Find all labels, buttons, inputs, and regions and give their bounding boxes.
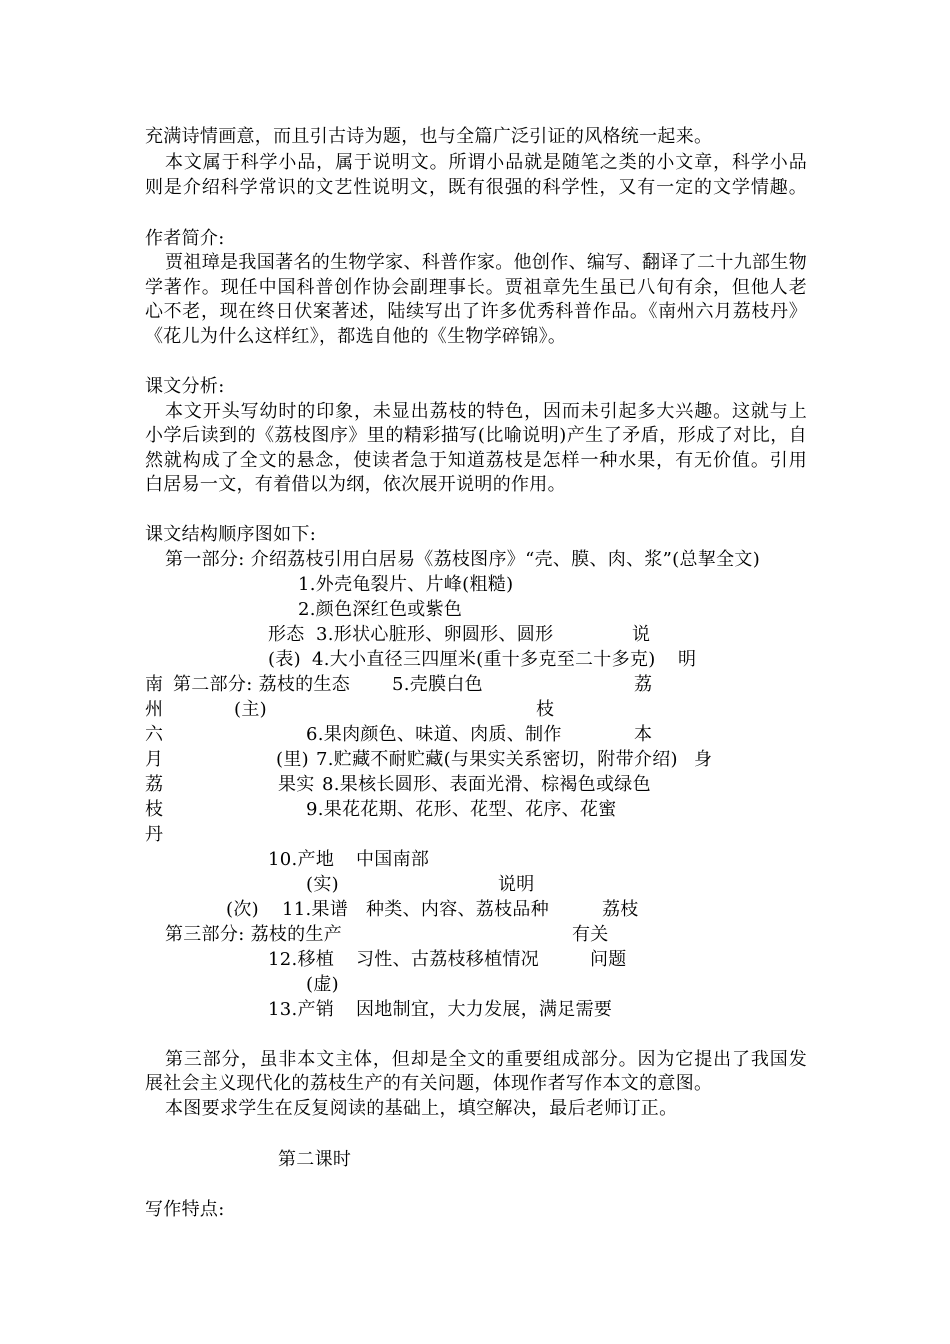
structure-item-12-desc: 习性、古荔枝移植情况 xyxy=(356,949,539,970)
analysis-line-1: 本文开头写幼时的印象，未显出荔枝的特色，因而未引起多大兴趣。这就与上 xyxy=(165,401,807,422)
analysis-line-4: 白居易一文，有着借以为纲，依次展开说明的作用。 xyxy=(145,474,566,495)
structure-item-2: 2.颜色深红色或紫色 xyxy=(298,599,463,620)
structure-item-1: 1.外壳龟裂片、片峰(粗糙) xyxy=(298,574,514,595)
title-char-6: 枝 xyxy=(145,799,164,820)
right-col-char-6: 身 xyxy=(694,749,713,770)
label-zhu: (主) xyxy=(234,699,267,720)
label-shi: (实) xyxy=(306,874,339,895)
structure-part-3: 第三部分: 荔枝的生产 xyxy=(165,924,343,945)
author-line-1: 贾祖璋是我国著名的生物学家、科普作家。他创作、编写、翻译了二十九部生物 xyxy=(165,252,807,273)
label-xingtai: 形态 xyxy=(268,624,305,645)
author-line-4: 《花儿为什么这样红》，都选自他的《生物学碎锦》。 xyxy=(145,326,567,347)
structure-item-12: 12.移植 xyxy=(268,949,335,970)
label-guoshi: 果实 xyxy=(278,774,315,795)
structure-part-2: 第二部分: 荔枝的生态 xyxy=(173,674,351,695)
structure-item-11-desc: 种类、内容、荔枝品种 xyxy=(366,899,549,920)
right-col-2-line-1: 说明 xyxy=(498,874,535,895)
right-col-char-3: 荔 xyxy=(634,674,653,695)
right-col-2-line-3: 有关 xyxy=(572,924,609,945)
analysis-line-2: 小学后读到的《荔枝图序》里的精彩描写(比喻说明)产生了矛盾，形成了对比，自 xyxy=(145,425,807,446)
right-col-2-line-4: 问题 xyxy=(590,949,627,970)
right-col-char-2: 明 xyxy=(678,649,697,670)
right-col-2-line-2: 荔枝 xyxy=(602,899,639,920)
title-char-3: 六 xyxy=(145,724,164,745)
structure-item-10-desc: 中国南部 xyxy=(356,849,430,870)
intro-line-2: 本文属于科学小品，属于说明文。所谓小品就是随笔之类的小文章，科学小品 xyxy=(165,152,807,173)
structure-item-10: 10.产地 xyxy=(268,849,335,870)
title-char-1: 南 xyxy=(145,674,164,695)
structure-item-9: 9.果花花期、花形、花型、花序、花蜜 xyxy=(306,799,617,820)
title-char-2: 州 xyxy=(145,699,164,720)
analysis-heading: 课文分析: xyxy=(145,376,225,397)
intro-line-1: 充满诗情画意，而且引古诗为题，也与全篇广泛引证的风格统一起来。 xyxy=(145,126,713,147)
right-col-char-4: 枝 xyxy=(536,699,555,720)
structure-part-1: 第一部分: 介绍荔枝引用白居易《荔枝图序》“壳、膜、肉、浆”(总挈全文) xyxy=(165,549,761,570)
right-col-char-5: 本 xyxy=(634,724,653,745)
structure-item-8: 8.果核长圆形、表面光滑、棕褐色或绿色 xyxy=(322,774,651,795)
structure-item-6: 6.果肉颜色、味道、肉质、制作 xyxy=(306,724,562,745)
lesson-2-heading: 第二课时 xyxy=(278,1149,352,1170)
title-char-7: 丹 xyxy=(145,824,164,845)
structure-item-13: 13.产销 xyxy=(268,999,335,1020)
author-line-3: 心不老，现在终日伏案著述，陆续写出了许多优秀科普作品。《南州六月荔枝丹》 xyxy=(145,301,807,322)
closing-line-3: 本图要求学生在反复阅读的基础上，填空解决，最后老师订正。 xyxy=(165,1098,678,1119)
author-heading: 作者简介: xyxy=(145,228,225,249)
structure-item-5: 5.壳膜白色 xyxy=(392,674,483,695)
closing-line-2: 展社会主义现代化的荔枝生产的有关问题，体现作者写作本文的意图。 xyxy=(145,1073,713,1094)
structure-item-4: 4.大小直径三四厘米(重十多克至二十多克) xyxy=(312,649,656,670)
closing-line-1: 第三部分，虽非本文主体，但却是全文的重要组成部分。因为它提出了我国发 xyxy=(165,1049,807,1070)
label-xu: (虚) xyxy=(306,974,339,995)
structure-item-7: 7.贮藏不耐贮藏(与果实关系密切，附带介绍) xyxy=(316,749,678,770)
title-char-5: 荔 xyxy=(145,774,164,795)
author-line-2: 学著作。现任中国科普创作协会副理事长。贾祖章先生虽已八旬有余，但他人老 xyxy=(145,277,807,298)
intro-line-3: 则是介绍科学常识的文艺性说明文，既有很强的科学性，又有一定的文学情趣。 xyxy=(145,177,807,198)
right-col-char-1: 说 xyxy=(632,624,651,645)
structure-item-3: 3.形状心脏形、卵圆形、圆形 xyxy=(316,624,554,645)
label-li: (里) xyxy=(276,749,309,770)
label-biao: (表) xyxy=(268,649,301,670)
label-ci: (次) xyxy=(226,899,259,920)
writing-features-heading: 写作特点: xyxy=(145,1199,225,1220)
analysis-line-3: 然就构成了全文的悬念，使读者急于知道荔枝是怎样一种水果，有无价值。引用 xyxy=(145,450,807,471)
structure-item-13-desc: 因地制宜，大力发展，满足需要 xyxy=(356,999,613,1020)
title-char-4: 月 xyxy=(145,749,164,770)
structure-heading: 课文结构顺序图如下: xyxy=(145,524,317,545)
structure-item-11: 11.果谱 xyxy=(282,899,349,920)
